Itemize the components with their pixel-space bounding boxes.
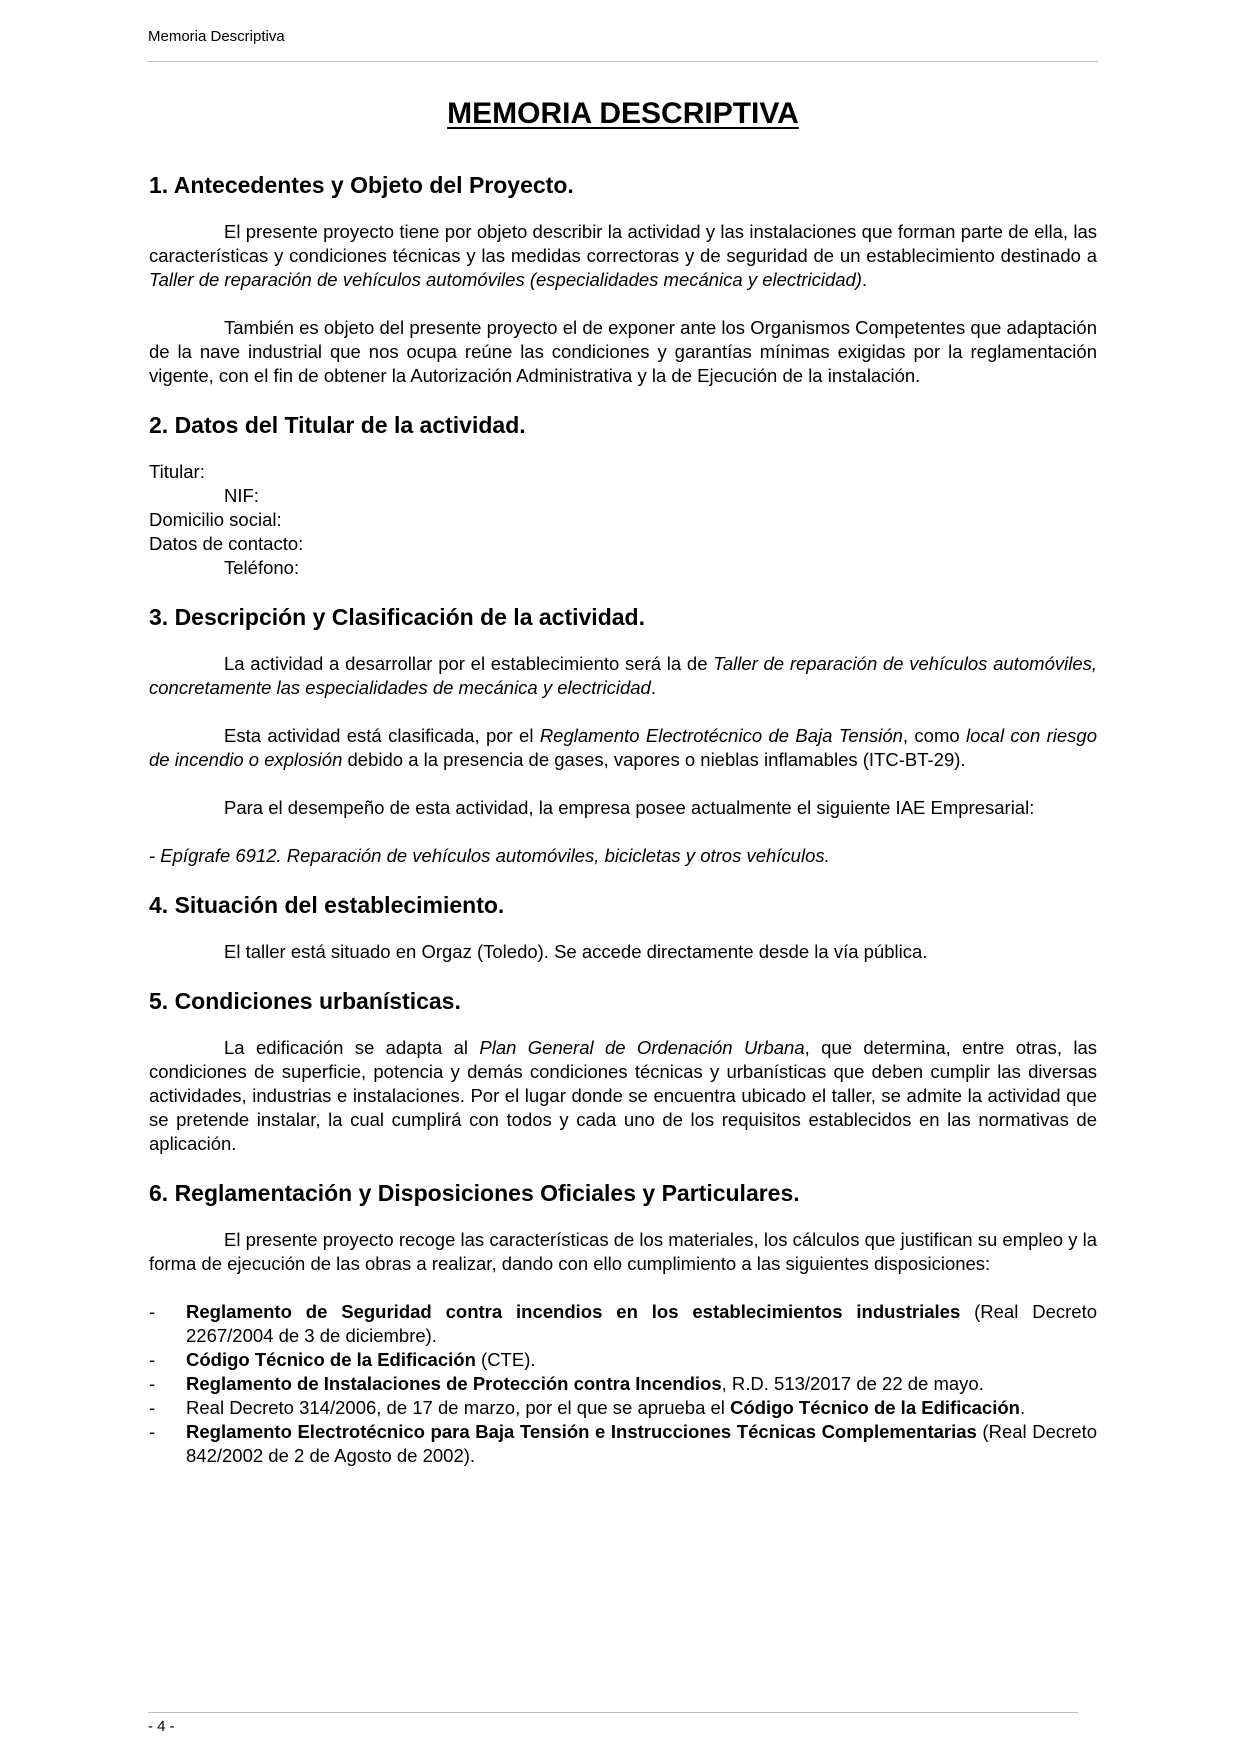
list-dash: - bbox=[149, 1421, 156, 1442]
paragraph-actividad: La actividad a desarrollar por el establecimiento será la de Taller de reparación de vehículos automóviles, concretamente las especialidades de mecánica y electricidad. bbox=[149, 653, 1098, 698]
list-item: - Reglamento de Instalaciones de Protección contra Incendios, R.D. 513/2017 de 22 de mayo. bbox=[149, 1373, 984, 1394]
list-item: - Reglamento de Seguridad contra incendios en los establecimientos industriales (Real Decreto 2267/2004 de 3 de diciembre). bbox=[149, 1301, 1098, 1346]
list-item: - Reglamento Electrotécnico para Baja Tensión e Instrucciones Técnicas Complementarias (Real Decreto 842/2002 de 2 de Agosto de 2002). bbox=[149, 1421, 1097, 1466]
page-number: - 4 - bbox=[148, 1718, 175, 1735]
document-title: MEMORIA DESCRIPTIVA bbox=[447, 97, 799, 130]
field-nif: NIF: bbox=[224, 485, 259, 506]
regulation-list bbox=[149, 1300, 1097, 1468]
footer-divider bbox=[148, 1712, 1078, 1713]
list-dash: - bbox=[149, 1397, 156, 1418]
section-heading-urbanisticas: 5. Condiciones urbanísticas. bbox=[149, 988, 461, 1014]
field-titular: Titular: bbox=[149, 461, 205, 482]
section-heading-antecedentes: 1. Antecedentes y Objeto del Proyecto. bbox=[149, 172, 574, 198]
epigrafe-line: - Epígrafe 6912. Reparación de vehículos automóviles, bicicletas y otros vehículos. bbox=[149, 845, 830, 866]
section-heading-titular: 2. Datos del Titular de la actividad. bbox=[149, 412, 526, 438]
list-dash: - bbox=[149, 1373, 156, 1394]
titular-fields bbox=[149, 460, 1097, 580]
running-header: Memoria Descriptiva bbox=[148, 28, 285, 45]
section-heading-reglamentacion: 6. Reglamentación y Disposiciones Oficiales y Particulares. bbox=[149, 1180, 800, 1206]
list-dash: - bbox=[149, 1349, 156, 1370]
section-heading-situacion: 4. Situación del establecimiento. bbox=[149, 892, 505, 918]
paragraph-clasificacion: Esta actividad está clasificada, por el Reglamento Electrotécnico de Baja Tensión, como local con riesgo de incendio o explosión debido a la presencia de gases, vapores o nieblas inflamables (ITC-BT-29). bbox=[149, 725, 1097, 770]
field-contacto: Datos de contacto: bbox=[149, 533, 304, 554]
paragraph-situacion: El taller está situado en Orgaz (Toledo). Se accede directamente desde la vía pública. bbox=[224, 941, 928, 962]
section-heading-descripcion: 3. Descripción y Clasificación de la actividad. bbox=[149, 604, 645, 630]
paragraph-urbanisticas: La edificación se adapta al Plan General de Ordenación Urbana, que determina, entre otras, las condiciones de superficie, potencia y demás condiciones técnicas y urbanísticas que deben cumplir las diversas actividades, industrias e instalaciones. Por el lugar donde se encuentra ubicado el taller, se admite la actividad que se pretende instalar, la cual cumplirá con todos y cada uno de los requisitos establecidos en las normativas de aplicación. bbox=[149, 1037, 1097, 1154]
field-telefono: Teléfono: bbox=[224, 557, 300, 578]
paragraph-objeto: El presente proyecto tiene por objeto describir la actividad y las instalaciones que forman parte de ella, las características y condiciones técnicas y las medidas correctoras y de seguridad de un establecimiento destinado a Taller de reparación de vehículos automóviles (especialidades mecánica y electricidad). bbox=[149, 221, 1097, 290]
field-domicilio: Domicilio social: bbox=[149, 509, 282, 530]
document-body bbox=[149, 88, 1097, 1468]
list-item: - Real Decreto 314/2006, de 17 de marzo, por el que se aprueba el Código Técnico de la Edificación. bbox=[149, 1397, 1026, 1418]
list-item: - Código Técnico de la Edificación (CTE). bbox=[149, 1349, 536, 1370]
paragraph-disposiciones: El presente proyecto recoge las características de los materiales, los cálculos que justifican su empleo y la forma de ejecución de las obras a realizar, dando con ello cumplimiento a las siguientes disposiciones: bbox=[149, 1229, 1098, 1274]
paragraph-iae: Para el desempeño de esta actividad, la empresa posee actualmente el siguiente IAE Empresarial: bbox=[224, 797, 1035, 818]
list-dash: - bbox=[149, 1301, 156, 1322]
paragraph-objeto-2: También es objeto del presente proyecto el de exponer ante los Organismos Competentes que adaptación de la nave industrial que nos ocupa reúne las condiciones y garantías mínimas exigidas por la reglamentación vigente, con el fin de obtener la Autorización Administrativa y la de Ejecución de la instalación. bbox=[149, 317, 1097, 386]
header-divider bbox=[148, 61, 1098, 62]
